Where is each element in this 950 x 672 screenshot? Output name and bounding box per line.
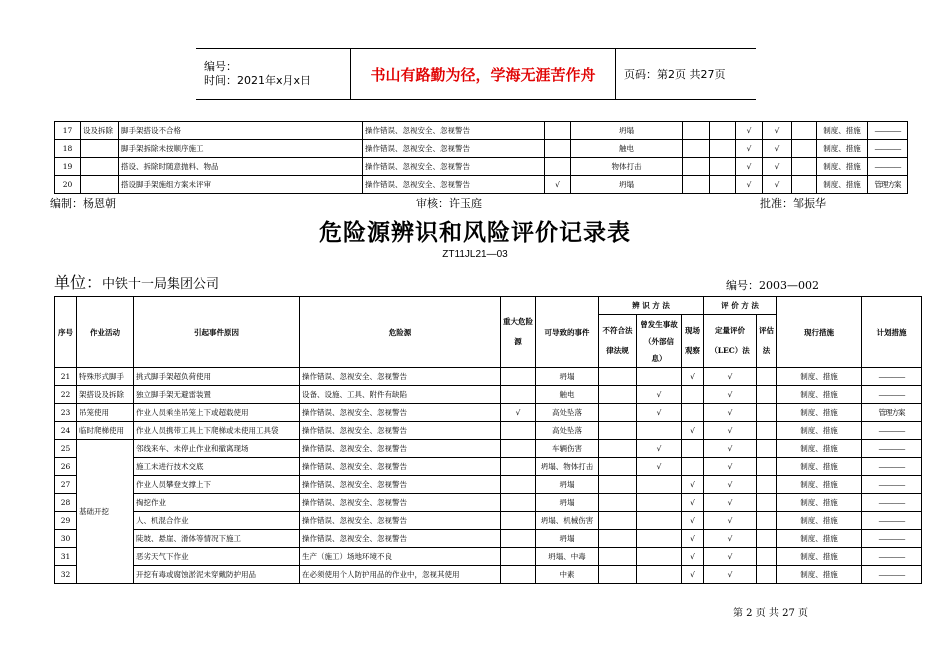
cell-activity: 基础开挖: [77, 440, 134, 584]
cell-m5: [792, 158, 817, 176]
cell-plan: 管理方案: [862, 404, 922, 422]
table-row: [55, 512, 922, 530]
cell-m5: [757, 404, 777, 422]
cell-event: 坍塌: [536, 368, 599, 386]
unit-name: 中铁十一局集团公司: [102, 277, 220, 292]
cell-measure: 制度、措施: [777, 368, 862, 386]
cell-cause: 挑式脚手架超负荷使用: [134, 368, 300, 386]
table-row: [55, 122, 908, 140]
cell-major: [501, 422, 536, 440]
table-row: [55, 458, 922, 476]
header-time: 时间：2021年x月x日: [204, 74, 312, 87]
unit-line: [54, 270, 219, 293]
cell-measure: 制度、措施: [817, 158, 868, 176]
cell-cause: 陡坡、悬崖、滑体等情况下施工: [134, 530, 300, 548]
cell-m4: √: [763, 140, 792, 158]
cell-m4: √: [704, 368, 757, 386]
cell-m5: [792, 122, 817, 140]
cell-cause: 脚手架搭设不合格: [119, 122, 363, 140]
cell-cause: 人、机混合作业: [134, 512, 300, 530]
cell-m1: [599, 368, 637, 386]
cell-no: 24: [55, 422, 77, 440]
cell-measure: 制度、措施: [817, 140, 868, 158]
header-activity: 作业活动: [77, 297, 134, 368]
cell-m3: √: [736, 158, 763, 176]
cell-m3: √: [682, 422, 704, 440]
cell-major: [501, 368, 536, 386]
cell-plan: ————: [868, 140, 908, 158]
cell-m2: [637, 548, 682, 566]
cell-plan: ————: [868, 158, 908, 176]
cell-plan: ————: [868, 122, 908, 140]
cell-m5: [757, 458, 777, 476]
cell-plan: ————: [862, 422, 922, 440]
cell-cause: 独立脚手架无避雷装置: [134, 386, 300, 404]
cell-major: [501, 548, 536, 566]
cell-hazard: 操作错误、忽视安全、忽视警告: [300, 512, 501, 530]
table-row: [55, 386, 922, 404]
cell-event: 坍塌: [536, 476, 599, 494]
cell-measure: 制度、措施: [777, 512, 862, 530]
cell-m5: [757, 566, 777, 584]
cell-no: 17: [55, 122, 81, 140]
cell-no: 27: [55, 476, 77, 494]
document-title: 危险源辨识和风险评价记录表: [319, 220, 631, 246]
cell-m1: [599, 494, 637, 512]
cell-plan: ————: [862, 548, 922, 566]
cell-major: [501, 386, 536, 404]
header-identify-group: 辨 识 方 法: [599, 297, 704, 315]
approver-signature: 批准：邹振华: [760, 198, 826, 210]
cell-activity: 设及拆除: [81, 122, 119, 140]
cell-m1: [683, 122, 710, 140]
cell-hazard: 设备、设施、工具、附件有缺陷: [300, 386, 501, 404]
cell-no: 19: [55, 158, 81, 176]
cell-activity: 特殊形式脚手: [77, 368, 134, 386]
cell-event: 触电: [536, 386, 599, 404]
cell-m2: [710, 140, 736, 158]
table-row: [55, 368, 922, 386]
cell-m3: √: [736, 176, 763, 194]
cell-cause: 掏挖作业: [134, 494, 300, 512]
cell-plan: ————: [862, 494, 922, 512]
cell-m4: √: [704, 512, 757, 530]
cell-m1: [599, 476, 637, 494]
cell-m3: √: [736, 122, 763, 140]
cell-plan: ————: [862, 440, 922, 458]
page-header: [196, 48, 756, 100]
cell-hazard: 操作错误、忽视安全、忽视警告: [300, 530, 501, 548]
cell-major: √: [545, 176, 571, 194]
table-row: [55, 422, 922, 440]
cell-m2: [637, 494, 682, 512]
cell-event: 坍塌: [571, 122, 683, 140]
cell-measure: 制度、措施: [777, 530, 862, 548]
cell-m1: [599, 422, 637, 440]
cell-m5: [757, 422, 777, 440]
header-measure: 现行措施: [777, 297, 862, 368]
cell-no: 28: [55, 494, 77, 512]
cell-event: 坍塌: [536, 530, 599, 548]
header-no: 序号: [55, 297, 77, 368]
cell-m2: [637, 368, 682, 386]
cell-m4: √: [704, 386, 757, 404]
cell-measure: 制度、措施: [777, 440, 862, 458]
cell-no: 23: [55, 404, 77, 422]
cell-hazard: 生产（施工）场地环境不良: [300, 548, 501, 566]
reviewer-signature: 审核：许玉庭: [416, 198, 482, 210]
cell-hazard: 操作错误、忽视安全、忽视警告: [300, 422, 501, 440]
table-row: [55, 140, 908, 158]
cell-m2: [637, 512, 682, 530]
cell-m2: [637, 422, 682, 440]
cell-cause: 作业人员乘坐吊笼上下或超载使用: [134, 404, 300, 422]
cell-event: 物体打击: [571, 158, 683, 176]
table-row: [55, 548, 922, 566]
cell-no: 31: [55, 548, 77, 566]
cell-plan: 管理方案: [868, 176, 908, 194]
cell-m1: [599, 512, 637, 530]
cell-no: 22: [55, 386, 77, 404]
header-hazard: 危险源: [300, 297, 501, 368]
table-row: [55, 530, 922, 548]
cell-m2: [710, 122, 736, 140]
header-number: 编号：: [204, 60, 237, 73]
header-m-accident: 曾发生事故（外部信息）: [637, 315, 682, 368]
cell-plan: ————: [862, 368, 922, 386]
cell-measure: 制度、措施: [777, 548, 862, 566]
cell-event: 坍塌: [571, 176, 683, 194]
cell-major: [501, 566, 536, 584]
cell-m3: [682, 386, 704, 404]
cell-measure: 制度、措施: [817, 122, 868, 140]
doc-number: 编号：2003—002: [726, 279, 819, 292]
header-m-observe: 现场观察: [682, 315, 704, 368]
cell-activity: 架搭设及拆除: [77, 386, 134, 404]
cell-m1: [599, 566, 637, 584]
cell-hazard: 操作错误、忽视安全、忽视警告: [363, 140, 545, 158]
cell-hazard: 操作错误、忽视安全、忽视警告: [363, 122, 545, 140]
cell-m1: [599, 548, 637, 566]
cell-m1: [599, 440, 637, 458]
cell-activity: 吊笼使用: [77, 404, 134, 422]
document-code: ZT11JL21—03: [442, 249, 508, 260]
cell-m4: √: [763, 122, 792, 140]
cell-cause: 恶劣天气下作业: [134, 548, 300, 566]
cell-m3: [682, 440, 704, 458]
cell-m3: [682, 458, 704, 476]
cell-m4: √: [704, 566, 757, 584]
cell-plan: ————: [862, 566, 922, 584]
cell-event: 坍塌、机械伤害: [536, 512, 599, 530]
header-motto: 书山有路勤为径，学海无涯苦作舟: [351, 49, 616, 100]
cell-m1: [683, 158, 710, 176]
cell-m1: [599, 458, 637, 476]
cell-m3: √: [682, 494, 704, 512]
header-event: 可导致的事件: [536, 297, 599, 368]
cell-m4: √: [704, 476, 757, 494]
cell-m1: [599, 386, 637, 404]
cell-activity: [81, 176, 119, 194]
cell-m2: √: [637, 458, 682, 476]
cell-event: 车辆伤害: [536, 440, 599, 458]
table-row: [55, 494, 922, 512]
header-m-noncompliance: 不符合法律法规: [599, 315, 637, 368]
table-row: [55, 476, 922, 494]
cell-m5: [792, 140, 817, 158]
cell-m5: [757, 512, 777, 530]
cell-m4: √: [763, 176, 792, 194]
cell-m4: √: [704, 458, 757, 476]
cell-hazard: 在必须使用个人防护用品的作业中，忽视其使用: [300, 566, 501, 584]
cell-event: 高处坠落: [536, 422, 599, 440]
cell-m5: [757, 386, 777, 404]
cell-hazard: 操作错误、忽视安全、忽视警告: [300, 458, 501, 476]
cell-m1: [599, 530, 637, 548]
cell-measure: 制度、措施: [817, 176, 868, 194]
cell-no: 18: [55, 140, 81, 158]
cell-m2: √: [637, 386, 682, 404]
cell-measure: 制度、措施: [777, 476, 862, 494]
cell-no: 21: [55, 368, 77, 386]
cell-m5: [757, 440, 777, 458]
cell-plan: ————: [862, 512, 922, 530]
cell-measure: 制度、措施: [777, 494, 862, 512]
cell-cause: 施工未进行技术交底: [134, 458, 300, 476]
cell-m2: √: [637, 404, 682, 422]
cell-plan: ————: [862, 530, 922, 548]
cell-no: 29: [55, 512, 77, 530]
cell-measure: 制度、措施: [777, 422, 862, 440]
cell-m4: √: [704, 422, 757, 440]
cell-event: 触电: [571, 140, 683, 158]
cell-m2: [710, 158, 736, 176]
cell-major: [501, 440, 536, 458]
cell-m4: √: [704, 440, 757, 458]
cell-major: [501, 530, 536, 548]
cell-m5: [757, 476, 777, 494]
cell-hazard: 操作错误、忽视安全、忽视警告: [300, 476, 501, 494]
cell-activity: 临时爬梯使用: [77, 422, 134, 440]
cell-event: 坍塌: [536, 494, 599, 512]
table-row: [55, 176, 908, 194]
cell-major: [545, 158, 571, 176]
cell-m1: [599, 404, 637, 422]
cell-cause: 作业人员攀登支撑上下: [134, 476, 300, 494]
header-major: 重大危险源: [501, 297, 536, 368]
cell-cause: 搭设、拆除时随意抛料、物品: [119, 158, 363, 176]
cell-m3: √: [682, 566, 704, 584]
cell-no: 25: [55, 440, 77, 458]
cell-no: 32: [55, 566, 77, 584]
cell-m4: √: [704, 494, 757, 512]
cell-hazard: 操作错误、忽视安全、忽视警告: [300, 494, 501, 512]
cell-m2: [637, 566, 682, 584]
cell-measure: 制度、措施: [777, 566, 862, 584]
editor-signature: 编制：杨恩朝: [50, 198, 116, 210]
cell-event: 坍塌、中毒: [536, 548, 599, 566]
cell-m4: √: [763, 158, 792, 176]
header-meta: [196, 49, 351, 100]
main-table: [54, 296, 922, 584]
cell-plan: ————: [862, 476, 922, 494]
cell-major: [545, 140, 571, 158]
cell-m2: √: [637, 440, 682, 458]
cell-event: 中素: [536, 566, 599, 584]
cell-major: [501, 458, 536, 476]
cell-m4: √: [704, 530, 757, 548]
cell-m5: [757, 548, 777, 566]
header-plan: 计划措施: [862, 297, 922, 368]
unit-label: 单位：: [54, 273, 103, 292]
cell-major: [501, 494, 536, 512]
header-m-rating: 评估法: [757, 315, 777, 368]
header-page: 页码：第2页 共27页: [616, 49, 757, 100]
cell-hazard: 操作错误、忽视安全、忽视警告: [363, 176, 545, 194]
cell-event: 坍塌、物体打击: [536, 458, 599, 476]
cell-cause: 脚手架拆除未按顺序施工: [119, 140, 363, 158]
cell-m5: [757, 530, 777, 548]
cell-event: 高处坠落: [536, 404, 599, 422]
cell-cause: 搭设脚手架施组方案未评审: [119, 176, 363, 194]
cell-hazard: 操作错误、忽视安全、忽视警告: [300, 440, 501, 458]
cell-m2: [710, 176, 736, 194]
cell-m5: [757, 368, 777, 386]
cell-hazard: 操作错误、忽视安全、忽视警告: [363, 158, 545, 176]
header-eval-group: 评 价 方 法: [704, 297, 777, 315]
cell-plan: ————: [862, 458, 922, 476]
cell-cause: 开挖有毒或腐蚀淤泥未穿戴防护用品: [134, 566, 300, 584]
cell-m3: √: [682, 548, 704, 566]
cell-m5: [792, 176, 817, 194]
cell-activity: [81, 158, 119, 176]
cell-no: 20: [55, 176, 81, 194]
cell-m3: [682, 404, 704, 422]
cell-no: 26: [55, 458, 77, 476]
cell-activity: [81, 140, 119, 158]
cell-m2: [637, 476, 682, 494]
cell-measure: 制度、措施: [777, 458, 862, 476]
cell-m4: √: [704, 548, 757, 566]
cell-m3: √: [682, 530, 704, 548]
top-table: [54, 121, 908, 194]
cell-major: √: [501, 404, 536, 422]
cell-m1: [683, 176, 710, 194]
cell-m3: √: [682, 476, 704, 494]
cell-m2: [637, 530, 682, 548]
cell-m5: [757, 494, 777, 512]
cell-hazard: 操作错误、忽视安全、忽视警告: [300, 404, 501, 422]
table-row: [55, 440, 922, 458]
header-m-lec: 定量评价（LEC）法: [704, 315, 757, 368]
cell-m1: [683, 140, 710, 158]
cell-major: [545, 122, 571, 140]
cell-measure: 制度、措施: [777, 404, 862, 422]
cell-m3: √: [682, 368, 704, 386]
cell-measure: 制度、措施: [777, 386, 862, 404]
cell-cause: 作业人员携带工具上下爬梯或未使用工具袋: [134, 422, 300, 440]
cell-hazard: 操作错误、忽视安全、忽视警告: [300, 368, 501, 386]
cell-no: 30: [55, 530, 77, 548]
cell-major: [501, 512, 536, 530]
cell-cause: 邻线来车、未停止作业和撤离现场: [134, 440, 300, 458]
table-row: [55, 404, 922, 422]
cell-m3: √: [682, 512, 704, 530]
table-row: [55, 158, 908, 176]
cell-m3: √: [736, 140, 763, 158]
page-footer: 第 2 页 共 27 页: [733, 608, 808, 619]
cell-m4: √: [704, 404, 757, 422]
cell-plan: ————: [862, 386, 922, 404]
table-row: [55, 566, 922, 584]
header-cause: 引起事件原因: [134, 297, 300, 368]
cell-major: [501, 476, 536, 494]
